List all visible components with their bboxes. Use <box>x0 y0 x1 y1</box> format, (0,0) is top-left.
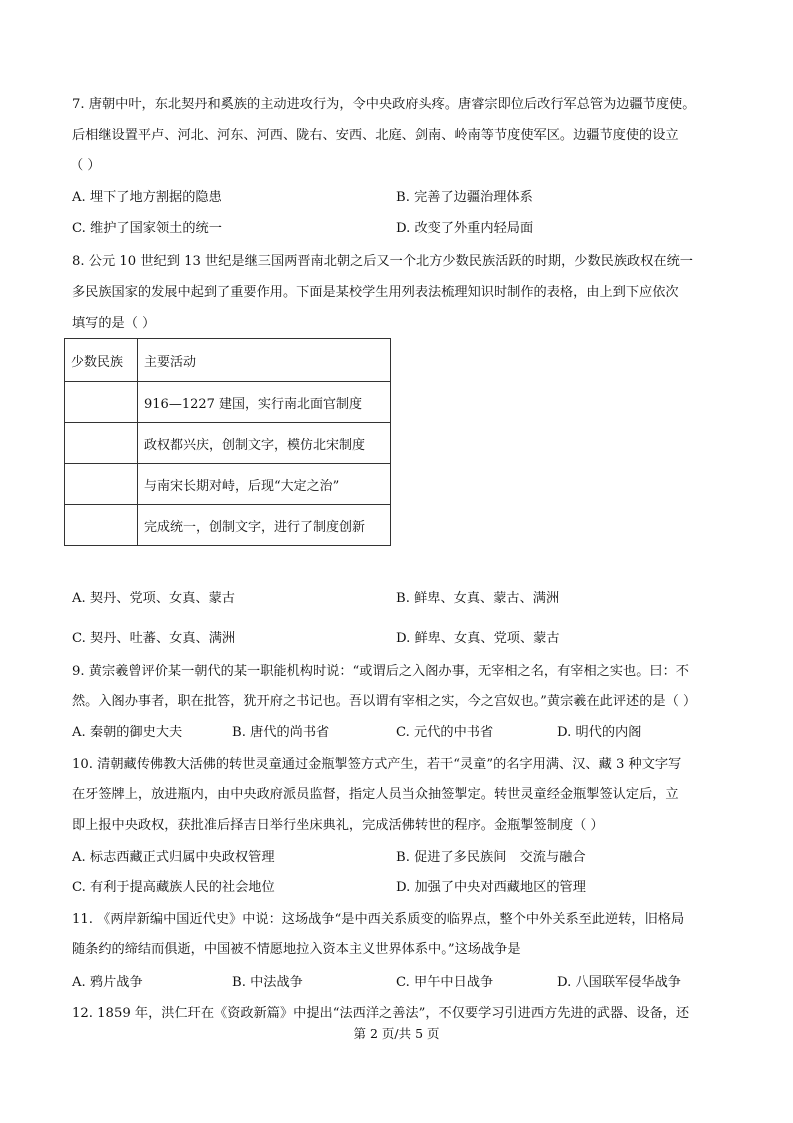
q11-stem-line-2: 随条约的缔结而俱逝，中国被不情愿地拉入资本主义世界体系中。”这场战争是 <box>72 942 521 957</box>
q11-option-b: B. 中法战争 <box>232 975 303 990</box>
q8-stem-line-1: 8. 公元 10 世纪到 13 世纪是继三国两晋南北朝之后又一个北方少数民族活跃的时期，少数民族政权在统一 <box>72 254 693 269</box>
table-cell-activity: 政权都兴庆，创制文字，模仿北宋制度 <box>138 423 391 464</box>
q9-option-a: A. 秦朝的御史大夫 <box>72 725 183 740</box>
q12-stem-line-1: 12. 1859 年，洪仁玕在《资政新篇》中提出“法西洋之善法”，不仅要学习引进西方先进的武器、设备，还 <box>72 1006 690 1021</box>
q9-stem-line-1: 9. 黄宗羲曾评价某一朝代的某一职能机构时说：“或谓后之入阁办事，无宰相之名，有宰相之实也。曰：不 <box>72 664 689 679</box>
table-cell-activity: 完成统一，创制文字，进行了制度创新 <box>138 505 391 546</box>
table-row <box>65 423 391 464</box>
q8-table <box>64 338 391 546</box>
q10-option-c: C. 有利于提高藏族人民的社会地位 <box>72 880 275 895</box>
q10-stem-line-3: 即上报中央政权，获批准后择吉日举行坐床典礼，完成活佛转世的程序。金瓶掣签制度（ ） <box>72 818 604 833</box>
q9-option-d: D. 明代的内阁 <box>557 725 642 740</box>
page-number-footer: 第 2 页/共 5 页 <box>353 1026 440 1041</box>
q11-stem-line-1: 11. 《两岸新编中国近代史》中说：这场战争“是中西关系质变的临界点，整个中外关系至此逆转，旧格局 <box>72 912 685 927</box>
q7-stem-line-2: 后相继设置平卢、河北、河东、河西、陇右、安西、北庭、剑南、岭南等节度使军区。边疆节度使的设立 <box>72 128 679 143</box>
q8-stem-line-3: 填写的是（ ） <box>72 316 156 331</box>
table-cell-activity: 与南宋长期对峙，后现“大定之治” <box>138 464 391 505</box>
q7-answer-bracket: （ ） <box>70 158 101 173</box>
q11-option-a: A. 鸦片战争 <box>72 975 143 990</box>
q8-option-c: C. 契丹、吐蕃、女真、满洲 <box>72 631 236 646</box>
q8-option-a: A. 契丹、党项、女真、蒙古 <box>72 591 235 606</box>
q11-option-d: D. 八国联军侵华战争 <box>557 975 681 990</box>
table-header-ethnic: 少数民族 <box>65 339 138 382</box>
q9-stem-line-2: 然。入阁办事者，职在批答，犹开府之书记也。吾以谓有宰相之实，今之宫奴也。”黄宗羲在此评述的是（ ） <box>72 694 697 709</box>
q10-stem-line-1: 10. 清朝藏传佛教大活佛的转世灵童通过金瓶掣签方式产生，若干“灵童”的名字用满、汉、藏 3 种文字写 <box>72 757 682 772</box>
q8-option-b: B. 鲜卑、女真、蒙古、满洲 <box>396 591 560 606</box>
q10-option-b: B. 促进了多民族间 交流与融合 <box>396 850 586 865</box>
q9-option-b: B. 唐代的尚书省 <box>232 725 330 740</box>
q11-option-c: C. 甲午中日战争 <box>396 975 494 990</box>
q10-option-a: A. 标志西藏正式归属中央政权管理 <box>72 850 275 865</box>
table-row <box>65 464 391 505</box>
q7-option-c: C. 维护了国家领土的统一 <box>72 221 222 236</box>
table-row <box>65 382 391 423</box>
table-header-row <box>65 339 391 382</box>
table-cell-ethnic <box>65 464 138 505</box>
q8-option-d: D. 鲜卑、女真、党项、蒙古 <box>396 631 560 646</box>
q9-option-c: C. 元代的中书省 <box>396 725 494 740</box>
q7-option-d: D. 改变了外重内轻局面 <box>396 221 534 236</box>
table-cell-ethnic <box>65 423 138 464</box>
table-header-activity: 主要活动 <box>138 339 391 382</box>
table-cell-activity: 916—1227 建国，实行南北面官制度 <box>138 382 391 423</box>
q7-option-b: B. 完善了边疆治理体系 <box>396 190 533 205</box>
table-cell-ethnic <box>65 382 138 423</box>
table-row <box>65 505 391 546</box>
q7-option-a: A. 埋下了地方割据的隐患 <box>72 190 222 205</box>
q8-stem-line-2: 多民族国家的发展中起到了重要作用。下面是某校学生用列表法梳理知识时制作的表格，由上到下应依次 <box>72 285 679 300</box>
q10-stem-line-2: 在牙签牌上，放进瓶内，由中央政府派员监督，指定人员当众抽签掣定。转世灵童经金瓶掣签认定后，立 <box>72 787 679 802</box>
table-cell-ethnic <box>65 505 138 546</box>
q7-stem-line-1: 7. 唐朝中叶，东北契丹和奚族的主动进攻行为，令中央政府头疼。唐睿宗即位后改行军总管为边疆节度使。 <box>72 97 696 112</box>
q10-option-d: D. 加强了中央对西藏地区的管理 <box>396 880 586 895</box>
